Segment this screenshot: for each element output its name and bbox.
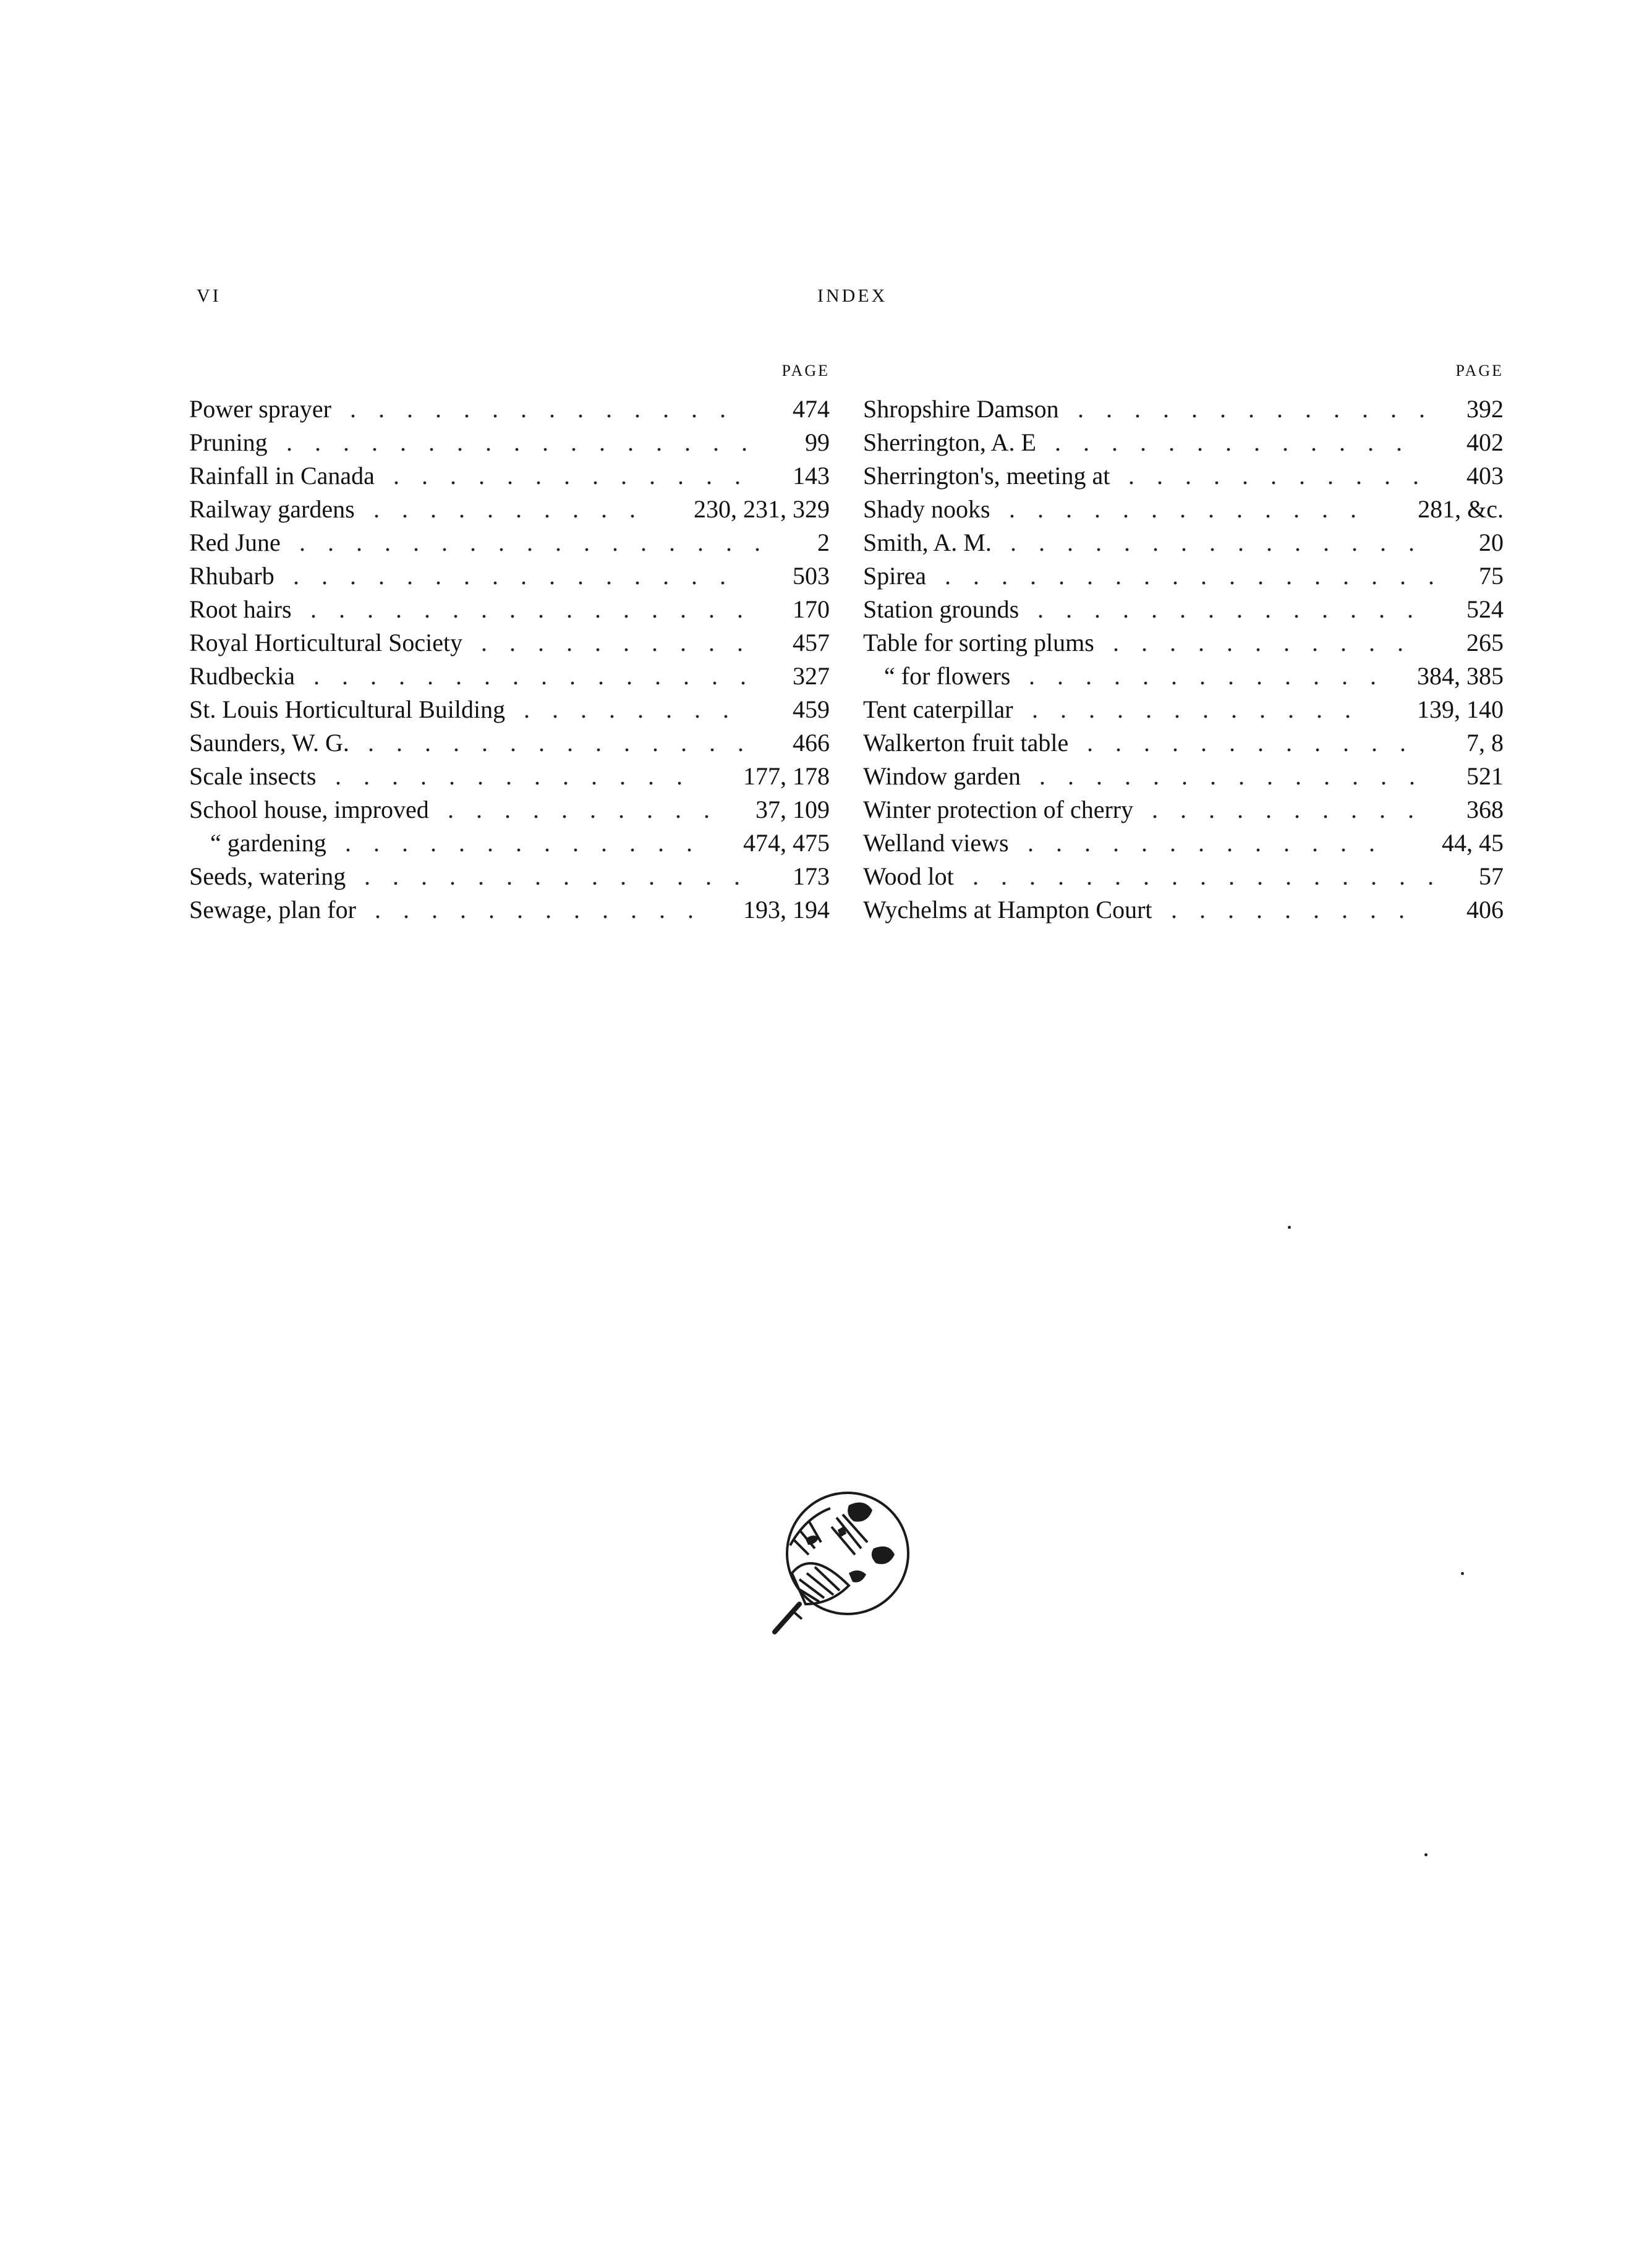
index-entry bbox=[863, 860, 1504, 893]
page-reference: 327 bbox=[793, 662, 830, 690]
index-term: Pruning bbox=[189, 428, 268, 456]
index-column-left bbox=[189, 362, 830, 927]
index-term: Railway gardens bbox=[189, 495, 355, 523]
paper-speck bbox=[1288, 1226, 1291, 1229]
index-term: Rainfall in Canada bbox=[189, 462, 375, 490]
index-term: Window garden bbox=[863, 762, 1021, 790]
index-term: Royal Horticultural Society bbox=[189, 629, 463, 656]
dot-leader: ............ bbox=[375, 896, 716, 924]
index-entry-list bbox=[863, 393, 1504, 927]
dot-leader: .............. bbox=[1039, 762, 1437, 790]
dot-leader: ................. bbox=[286, 428, 770, 456]
dot-leader: ............. bbox=[1028, 829, 1397, 857]
dot-leader: ............. bbox=[393, 462, 763, 490]
index-term: Root hairs bbox=[189, 595, 292, 623]
page-reference: 143 bbox=[793, 462, 830, 490]
dot-leader: ............. bbox=[1055, 428, 1424, 456]
index-term: School house, improved bbox=[189, 796, 429, 823]
index-entry bbox=[863, 660, 1504, 693]
page-reference: 503 bbox=[793, 562, 830, 590]
page-reference: 474, 475 bbox=[743, 829, 830, 857]
dot-leader: ................ bbox=[293, 562, 748, 590]
page-reference: 44, 45 bbox=[1442, 829, 1504, 857]
dot-leader: ............. bbox=[345, 829, 715, 857]
index-term: Winter protection of cherry bbox=[863, 796, 1134, 823]
index-entry bbox=[189, 459, 830, 493]
dot-leader: ............ bbox=[1087, 729, 1428, 757]
dot-leader: .............. bbox=[1037, 595, 1436, 623]
dot-leader: ............ bbox=[1032, 695, 1373, 723]
index-term: Smith, A. M. bbox=[863, 529, 992, 556]
dot-leader: ........... bbox=[1128, 462, 1441, 490]
page-reference: 7, 8 bbox=[1466, 729, 1504, 757]
page-reference: 403 bbox=[1466, 462, 1504, 490]
dot-leader: ........ bbox=[524, 695, 751, 723]
index-entry bbox=[189, 526, 830, 559]
index-entry bbox=[863, 693, 1504, 726]
dot-leader: ............... bbox=[1010, 529, 1437, 556]
index-term: Welland views bbox=[863, 829, 1009, 857]
index-entry bbox=[189, 660, 830, 693]
index-term: Walkerton fruit table bbox=[863, 729, 1069, 757]
page-reference: 2 bbox=[817, 529, 830, 556]
index-entry bbox=[863, 393, 1504, 426]
dot-leader: ................. bbox=[972, 862, 1456, 890]
dot-leader: ............. bbox=[1078, 395, 1447, 423]
dot-leader: ................ bbox=[310, 595, 765, 623]
dot-leader: .................. bbox=[945, 562, 1457, 590]
index-term: Wychelms at Hampton Court bbox=[863, 896, 1152, 924]
index-term: Station grounds bbox=[863, 595, 1019, 623]
index-entry bbox=[189, 693, 830, 726]
index-entry bbox=[189, 793, 830, 826]
paper-speck bbox=[1424, 1853, 1428, 1856]
index-entry-list bbox=[189, 393, 830, 927]
page-reference: 265 bbox=[1466, 629, 1504, 656]
dot-leader: .......... bbox=[481, 629, 765, 656]
index-entry bbox=[189, 493, 830, 526]
page-reference: 230, 231, 329 bbox=[694, 495, 830, 523]
dot-leader: ......... bbox=[1171, 896, 1427, 924]
index-entry bbox=[189, 393, 830, 426]
index-term: Sewage, plan for bbox=[189, 896, 356, 924]
page-reference: 193, 194 bbox=[743, 896, 830, 924]
page-reference: 474 bbox=[793, 395, 830, 423]
index-entry bbox=[863, 426, 1504, 459]
paper-speck bbox=[1461, 1572, 1464, 1575]
page-folio: VI bbox=[197, 286, 221, 306]
page-reference: 406 bbox=[1466, 896, 1504, 924]
page-reference: 139, 140 bbox=[1417, 695, 1504, 723]
column-heading: PAGE bbox=[1455, 362, 1504, 380]
page-reference: 368 bbox=[1466, 796, 1504, 823]
index-column-right bbox=[863, 362, 1504, 927]
page-reference: 173 bbox=[793, 862, 830, 890]
dot-leader: .............. bbox=[364, 862, 762, 890]
index-term: “ gardening bbox=[210, 829, 326, 857]
index-entry bbox=[863, 459, 1504, 493]
index-term: Seeds, watering bbox=[189, 862, 346, 890]
index-term: Spirea bbox=[863, 562, 927, 590]
index-entry bbox=[189, 826, 830, 860]
index-term: Scale insects bbox=[189, 762, 317, 790]
index-entry bbox=[863, 559, 1504, 593]
dot-leader: ............. bbox=[1009, 495, 1379, 523]
page-reference: 521 bbox=[1466, 762, 1504, 790]
page-reference: 466 bbox=[793, 729, 830, 757]
index-term: Wood lot bbox=[863, 862, 954, 890]
index-term: Power sprayer bbox=[189, 395, 331, 423]
index-term: St. Louis Horticultural Building bbox=[189, 695, 506, 723]
index-entry bbox=[189, 626, 830, 660]
index-term: Sherrington's, meeting at bbox=[863, 462, 1110, 490]
index-entry bbox=[863, 593, 1504, 626]
index-term: “ for flowers bbox=[884, 662, 1011, 690]
column-heading: PAGE bbox=[781, 362, 830, 380]
page-reference: 170 bbox=[793, 595, 830, 623]
dot-leader: ............. bbox=[335, 762, 705, 790]
index-term: Shropshire Damson bbox=[863, 395, 1059, 423]
dot-leader: ................ bbox=[313, 662, 768, 690]
page-reference: 57 bbox=[1479, 862, 1504, 890]
page-reference: 457 bbox=[793, 629, 830, 656]
index-entry bbox=[189, 860, 830, 893]
page-reference: 524 bbox=[1466, 595, 1504, 623]
page-reference: 20 bbox=[1479, 529, 1504, 556]
index-term: Red June bbox=[189, 529, 281, 556]
running-head bbox=[0, 286, 1647, 316]
index-entry bbox=[863, 626, 1504, 660]
page-reference: 459 bbox=[793, 695, 830, 723]
index-term: Rudbeckia bbox=[189, 662, 296, 690]
index-entry bbox=[189, 726, 830, 760]
index-entry bbox=[189, 559, 830, 593]
running-title: INDEX bbox=[817, 286, 888, 306]
page-reference: 75 bbox=[1479, 562, 1504, 590]
index-term: Sherrington, A. E bbox=[863, 428, 1036, 456]
index-term: Shady nooks bbox=[863, 495, 990, 523]
index-entry bbox=[863, 793, 1504, 826]
index-entry bbox=[189, 426, 830, 459]
page-reference: 392 bbox=[1466, 395, 1504, 423]
page-reference: 402 bbox=[1466, 428, 1504, 456]
dot-leader: .............. bbox=[368, 729, 766, 757]
index-term: Rhubarb bbox=[189, 562, 274, 590]
index-entry bbox=[863, 760, 1504, 793]
page-reference: 37, 109 bbox=[755, 796, 830, 823]
page-reference: 281, &c. bbox=[1418, 495, 1504, 523]
index-term: Tent caterpillar bbox=[863, 695, 1013, 723]
dot-leader: ............. bbox=[1029, 662, 1398, 690]
dot-leader: .............. bbox=[350, 395, 748, 423]
index-entry bbox=[189, 760, 830, 793]
dot-leader: ................. bbox=[299, 529, 783, 556]
dot-leader: .......... bbox=[1152, 796, 1436, 823]
dot-leader: .......... bbox=[373, 495, 658, 523]
dot-leader: ........... bbox=[1113, 629, 1426, 656]
index-entry bbox=[863, 893, 1504, 927]
index-entry bbox=[863, 726, 1504, 760]
fan-ornament-icon bbox=[762, 1480, 923, 1641]
page-reference: 384, 385 bbox=[1417, 662, 1504, 690]
index-term: Table for sorting plums bbox=[863, 629, 1094, 656]
index-entry bbox=[863, 493, 1504, 526]
index-term: Saunders, W. G. bbox=[189, 729, 349, 757]
index-entry bbox=[863, 826, 1504, 860]
page-reference: 177, 178 bbox=[743, 762, 830, 790]
page-reference: 99 bbox=[805, 428, 830, 456]
dot-leader: .......... bbox=[448, 796, 732, 823]
index-entry bbox=[189, 893, 830, 927]
index-entry bbox=[189, 593, 830, 626]
index-entry bbox=[863, 526, 1504, 559]
